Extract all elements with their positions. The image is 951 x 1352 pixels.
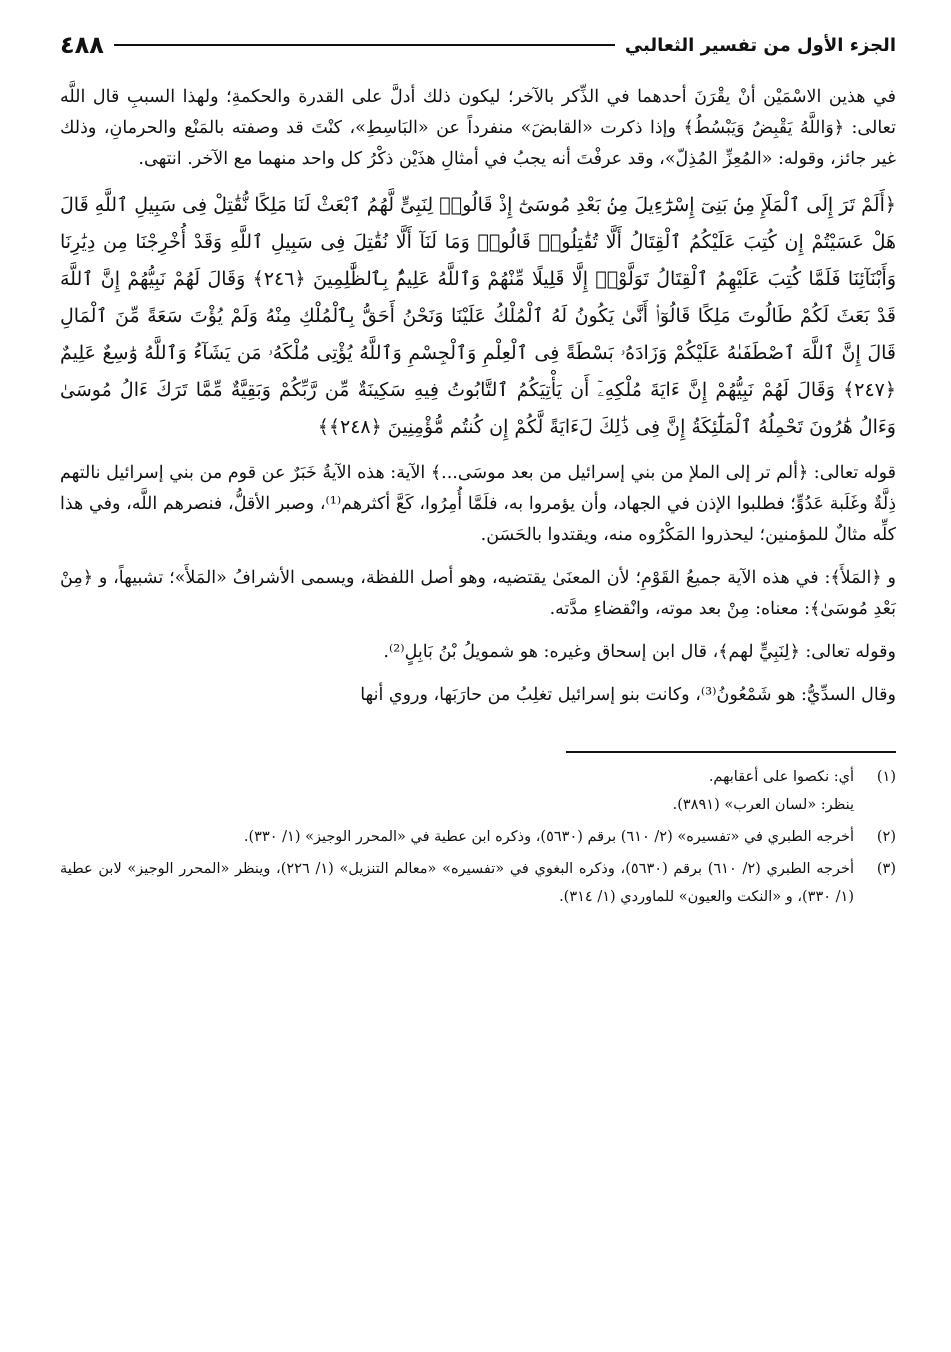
footnote-number: (٢): [876, 828, 896, 845]
paragraph: قوله تعالى: ﴿ألم تر إلى الملإ من بني إسرائيل من بعد موسَى...﴾ الآية: هذه الآيةُ خَبَرٌ عن قوم من بني إسرائيل نالتهم ذِلَّةٌ وغَلَبة عَدُوٍّ؛ فطلبوا الإذن في الجهاد، وأن يؤمروا به، فلَمَّا أُمِرُوا، كَعَّ أكثرهم⁽¹⁾، وصبر الأقلُّ، فنصرهم اللَّه، وفي هذا كلِّه مثالٌ للمؤمنين؛ ليحذروا المَكْرُوه منه، ويقتدوا بالحَسَن.: [60, 463, 897, 545]
footnote-number: (١): [876, 768, 896, 785]
page-header: [60, 28, 896, 62]
paragraph: وقال السدِّيُّ: هو شَمْعُونُ⁽³⁾، وكانت بنو إسرائيل تغلِبُ من حارَبَها، وروي أنها: [360, 685, 896, 705]
header-rule: [114, 44, 615, 46]
page-number: ٤٨٨: [60, 31, 104, 59]
main-text: [60, 82, 896, 711]
footnote-body: [244, 823, 854, 851]
footnote-line: أي: نكصوا على أعقابهم.: [708, 768, 854, 785]
footnote-separator-wrap: [60, 723, 896, 763]
paragraph: في هذين الاسْمَيْن أنْ يقْرَنَ أحدهما في الذِّكر بالآخر؛ ليكون ذلك أدلَّ على القدرة والحكمةِ؛ ولهذا السببِ قال اللَّه تعالى: ﴿وَاللَّهُ يَقْبِضُ وَيَبْسُطُ﴾ وإذا ذكرت «القابضَ» منفرداً عن «البَاسِطِ»، كنْتَ قد وصفته بالمَنْع والحرمانِ، وذلك غير جائز، وقوله: «المُعِزِّ المُذِلّ»، وقد عرفْتَ أنه يجبُ في أمثالِ هذَيْن ذكْرُ كل واحد منهما مع الآخر. انتهى.: [60, 87, 896, 169]
footnote: [60, 855, 896, 911]
footnote: [60, 823, 896, 851]
paragraph: وقوله تعالى: ﴿لِنَبِيٍّ لهم﴾، قال ابن إسحاق وغيره: هو شمويلُ بْنُ بَابِلٍ⁽²⁾.: [383, 642, 896, 662]
footnote-number: (٣): [876, 860, 896, 877]
book-page: [60, 28, 896, 915]
running-title: الجزء الأول من تفسير الثعالبي: [624, 34, 896, 56]
footnote-body: [673, 763, 854, 819]
footnote-line: ينظر: «لسان العرب» (٣٨٩١).: [672, 796, 854, 813]
footnote-body: [60, 855, 854, 911]
footnote: [60, 763, 896, 819]
paragraph: و ﴿المَلأَ﴾: في هذه الآية جميعُ القَوْمِ؛ لأن المعنَىٰ يقتضيه، وهو أصل اللفظة، ويسمى الأشرافُ «المَلأَ»؛ تشبيهاً، و ﴿مِنْ بَعْدِ مُوسَىٰ﴾: معناه: مِنْ بعد موته، وانْقضاءِ مدَّته.: [60, 568, 896, 619]
footnote-line: أخرجه الطبري في «تفسيره» (٢/ ٦١٠) برقم (٥٦٣٠)، وذكره ابن عطية في «المحرر الوجيز» (١/ ٣٣٠).: [243, 828, 854, 845]
footnote-line: أخرجه الطبري (٢/ ٦١٠) برقم (٥٦٣٠)، وذكره البغوي في «تفسيره» «معالم التنزيل» (١/ ٢٢٦)، وينظر «المحرر الوجيز» لابن عطية (١/ ٣٣٠)، و «النكت والعيون» للماوردي (١/ ٣١٤).: [60, 860, 855, 905]
quran-passage: ﴿أَلَمْ تَرَ إِلَى ٱلْمَلَإِ مِنۢ بَنِىٓ إِسْرَٰٓءِيلَ مِنۢ بَعْدِ مُوسَىٰٓ إِذْ قَالُوا۟ لِنَبِىٍّ لَّهُمُ ٱبْعَثْ لَنَا مَلِكًا نُّقَٰتِلْ فِى سَبِيلِ ٱللَّهِ قَالَ هَلْ عَسَيْتُمْ إِن كُتِبَ عَلَيْكُمُ ٱلْقِتَالُ أَلَّا تُقَٰتِلُوا۟ قَالُوا۟ وَمَا لَنَآ أَلَّا نُقَٰتِلَ فِى سَبِيلِ ٱللَّهِ وَقَدْ أُخْرِجْنَا مِن دِيَٰرِنَا وَأَبْنَآئِنَا فَلَمَّا كُتِبَ عَلَيْهِمُ ٱلْقِتَالُ تَوَلَّوْا۟ إِلَّا قَلِيلًا مِّنْهُمْ وَٱللَّهُ عَلِيمٌۢ بِٱلظَّٰلِمِينَ ﴿٢٤٦﴾ وَقَالَ لَهُمْ نَبِيُّهُمْ إِنَّ ٱللَّهَ قَدْ بَعَثَ لَكُمْ طَالُوتَ مَلِكًا قَالُوٓا۟ أَنَّىٰ يَكُونُ لَهُ ٱلْمُلْكُ عَلَيْنَا وَنَحْنُ أَحَقُّ بِٱلْمُلْكِ مِنْهُ وَلَمْ يُؤْتَ سَعَةً مِّنَ ٱلْمَالِ قَالَ إِنَّ ٱللَّهَ ٱصْطَفَىٰهُ عَلَيْكُمْ وَزَادَهُۥ بَسْطَةً فِى ٱلْعِلْمِ وَٱلْجِسْمِ وَٱللَّهُ يُؤْتِى مُلْكَهُۥ مَن يَشَآءُ وَٱللَّهُ وَٰسِعٌ عَلِيمٌ ﴿٢٤٧﴾ وَقَالَ لَهُمْ نَبِيُّهُمْ إِنَّ ءَايَةَ مُلْكِهِۦٓ أَن يَأْتِيَكُمُ ٱلتَّابُوتُ فِيهِ سَكِينَةٌ مِّن رَّبِّكُمْ وَبَقِيَّةٌ مِّمَّا تَرَكَ ءَالُ مُوسَىٰ وَءَالُ هَٰرُونَ تَحْمِلُهُ ٱلْمَلَٰٓئِكَةُ إِنَّ فِى ذَٰلِكَ لَءَايَةً لَّكُمْ إِن كُنتُم مُّؤْمِنِينَ ﴿٢٤٨﴾﴾: [60, 194, 896, 438]
footnote-separator: [566, 751, 896, 753]
footnotes: [60, 763, 896, 911]
